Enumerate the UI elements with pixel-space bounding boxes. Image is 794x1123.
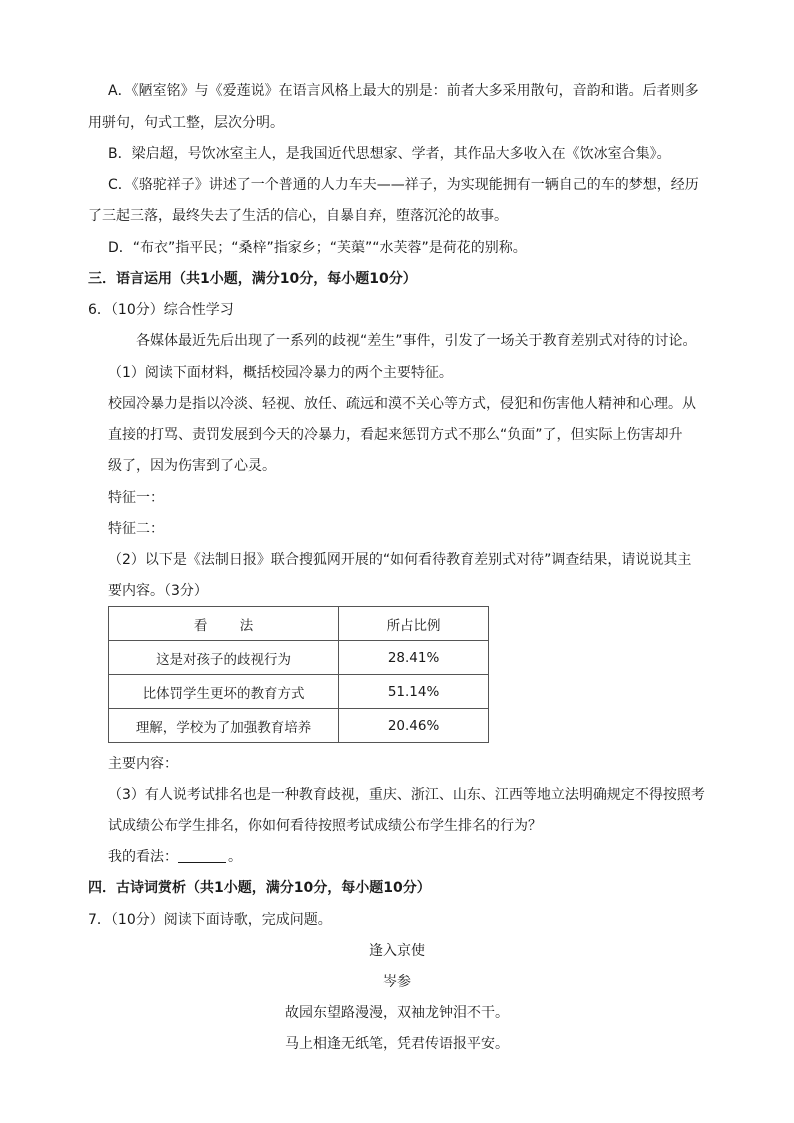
poem-author: 岑参 [383,974,411,990]
table-row [109,709,489,743]
my-view-line [108,847,242,867]
ratio-cell: 28.41% [339,641,489,675]
ratio-cell: 51.14% [339,675,489,709]
feature-one-label: 特征一： [108,490,164,506]
material-line2: 直接的打骂、责罚发展到今天的冷暴力，看起来惩罚方式不那么“负面”了，但实际上伤害却升 [108,427,683,443]
header-opinion: 看 法 [109,607,339,641]
option-c-line2: 了三起三落，最终失去了生活的信心，自暴自弃，堕落沉沦的故事。 [88,208,508,224]
answer-blank[interactable] [178,848,226,863]
poem-line-2: 马上相逢无纸笔，凭君传语报平安。 [285,1036,509,1052]
my-view-end: 。 [228,849,242,865]
question-6-part2-line2: 要内容。（3分） [108,583,208,599]
material-line3: 级了，因为伤害到了心灵。 [108,458,276,474]
question-6-part1: （1）阅读下面材料，概括校园冷暴力的两个主要特征。 [108,365,453,381]
option-c-line1: C．《骆驼祥子》讲述了一个普通的人力车夫——祥子，为实现能拥有一辆自己的车的梦想，经历 [108,177,699,193]
question-7-stem: 7．（10分）阅读下面诗歌，完成问题。 [88,912,332,928]
option-b: B．梁启超，号饮冰室主人，是我国近代思想家、学者，其作品大多收入在《饮冰室合集》。 [108,146,671,162]
opinion-cell: 理解，学校为了加强教育培养 [109,709,339,743]
header-ratio: 所占比例 [339,607,489,641]
table-row [109,675,489,709]
section-4-heading: 四．古诗词赏析（共1小题，满分10分，每小题10分） [88,880,431,896]
question-6-part3-line1: （3）有人说考试排名也是一种教育歧视，重庆、浙江、山东、江西等地立法明确规定不得按照考 [108,787,705,803]
table-row [109,641,489,675]
option-a-line2: 用骈句，句式工整，层次分明。 [88,115,284,131]
question-6-part2-line1: （2）以下是《法制日报》联合搜狐网开展的“如何看待教育差别式对待”调查结果，请说说其主 [108,552,692,568]
option-a-line1: A．《陋室铭》与《爱莲说》在语言风格上最大的别是：前者大多采用散句，音韵和谐。后者则多 [108,83,699,99]
question-6-intro: 各媒体最近先后出现了一系列的歧视“差生”事件，引发了一场关于教育差别式对待的讨论。 [136,333,697,349]
ratio-cell: 20.46% [339,709,489,743]
feature-two-label: 特征二： [108,521,164,537]
section-3-heading: 三．语言运用（共1小题，满分10分，每小题10分） [88,271,417,287]
material-line1: 校园冷暴力是指以冷淡、轻视、放任、疏远和漠不关心等方式，侵犯和伤害他人精神和心理。从 [108,396,696,412]
question-6-part3-line2: 试成绩公布学生排名，你如何看待按照考试成绩公布学生排名的行为？ [108,818,542,834]
poem-line-1: 故园东望路漫漫，双袖龙钟泪不干。 [285,1005,509,1021]
my-view-label: 我的看法： [108,849,178,865]
survey-table [108,606,489,743]
opinion-cell: 这是对孩子的歧视行为 [109,641,339,675]
opinion-cell: 比体罚学生更坏的教育方式 [109,675,339,709]
option-d: D．“布衣”指平民；“桑梓”指家乡；“芙蕖”“水芙蓉”是荷花的别称。 [108,240,527,256]
main-content-label: 主要内容： [108,756,178,772]
question-6-stem: 6．（10分）综合性学习 [88,302,234,318]
table-header-row [109,607,489,641]
poem-title: 逢入京使 [369,943,425,959]
